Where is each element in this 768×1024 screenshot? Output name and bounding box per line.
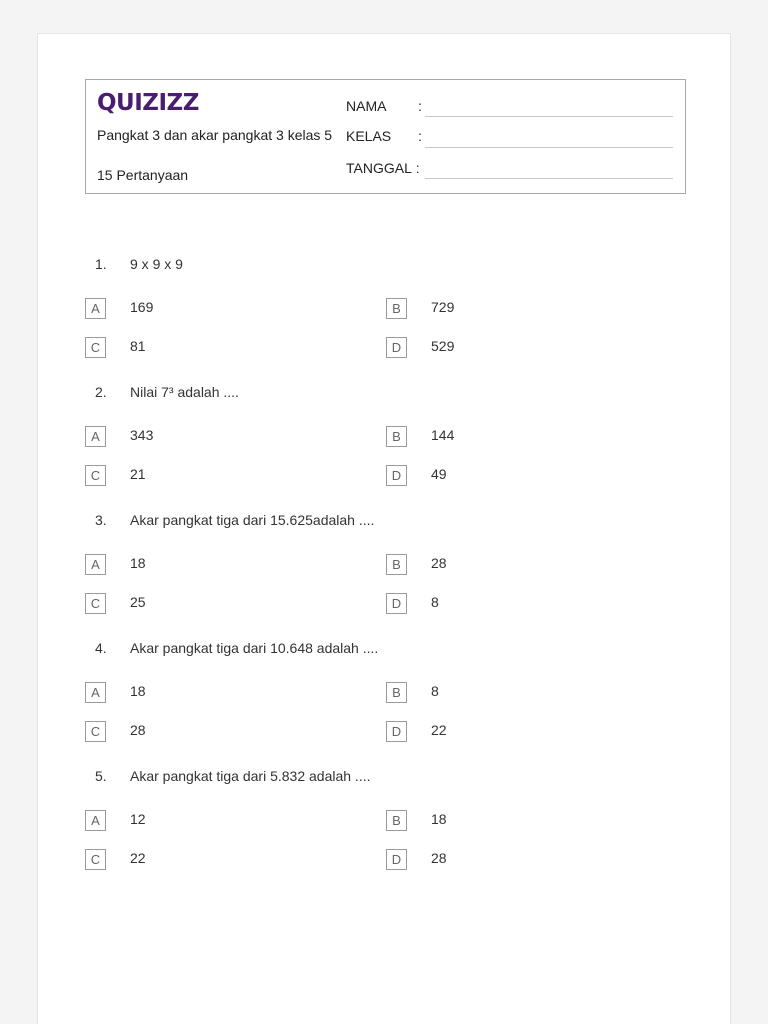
- option-letter-box[interactable]: D: [386, 465, 407, 486]
- option-text: 18: [431, 811, 447, 827]
- option-text: 8: [431, 683, 439, 699]
- name-label: NAMA: [346, 98, 387, 114]
- option-letter-box[interactable]: B: [386, 810, 407, 831]
- name-colon: :: [418, 98, 422, 114]
- question-number: 1.: [95, 256, 107, 272]
- date-field: [346, 160, 420, 176]
- option-text: 169: [130, 299, 154, 315]
- option-letter-box[interactable]: A: [85, 426, 106, 447]
- option-text: 144: [431, 427, 455, 443]
- name-line[interactable]: [425, 116, 673, 117]
- option-letter-box[interactable]: B: [386, 554, 407, 575]
- option-text: 21: [130, 466, 146, 482]
- option-text: 28: [431, 850, 447, 866]
- option-letter-box[interactable]: D: [386, 593, 407, 614]
- option-letter-box[interactable]: D: [386, 337, 407, 358]
- option-text: 8: [431, 594, 439, 610]
- option-text: 28: [130, 722, 146, 738]
- option-text: 22: [431, 722, 447, 738]
- question-5: [95, 768, 371, 784]
- class-colon: :: [418, 128, 422, 144]
- option-text: 28: [431, 555, 447, 571]
- question-number: 5.: [95, 768, 107, 784]
- option-text: 529: [431, 338, 455, 354]
- option-text: 18: [130, 683, 146, 699]
- question-text: Akar pangkat tiga dari 15.625adalah ....: [130, 512, 375, 528]
- question-4: [95, 640, 378, 656]
- option-letter-box[interactable]: C: [85, 465, 106, 486]
- quiz-title: Pangkat 3 dan akar pangkat 3 kelas 5: [97, 127, 333, 143]
- option-letter-box[interactable]: C: [85, 721, 106, 742]
- option-letter-box[interactable]: A: [85, 810, 106, 831]
- option-letter-box[interactable]: C: [85, 337, 106, 358]
- name-field: [346, 98, 422, 114]
- option-letter-box[interactable]: D: [386, 849, 407, 870]
- quizizz-logo: QUIZIZZ: [97, 90, 199, 116]
- option-letter-box[interactable]: A: [85, 682, 106, 703]
- question-text: 9 x 9 x 9: [130, 256, 183, 272]
- question-2: [95, 384, 239, 400]
- option-text: 22: [130, 850, 146, 866]
- option-letter-box[interactable]: A: [85, 298, 106, 319]
- date-colon: :: [415, 160, 420, 176]
- option-text: 18: [130, 555, 146, 571]
- option-text: 49: [431, 466, 447, 482]
- question-number: 2.: [95, 384, 107, 400]
- option-letter-box[interactable]: B: [386, 682, 407, 703]
- worksheet-page: [37, 33, 731, 1024]
- question-text: Akar pangkat tiga dari 10.648 adalah ....: [130, 640, 379, 656]
- question-number: 3.: [95, 512, 107, 528]
- question-1: [95, 256, 183, 272]
- option-text: 729: [431, 299, 455, 315]
- option-text: 25: [130, 594, 146, 610]
- question-text: Nilai 7³ adalah ....: [130, 384, 239, 400]
- question-number: 4.: [95, 640, 107, 656]
- option-text: 343: [130, 427, 154, 443]
- date-label: TANGGAL: [346, 160, 412, 176]
- option-text: 81: [130, 338, 146, 354]
- option-letter-box[interactable]: B: [386, 298, 407, 319]
- option-letter-box[interactable]: B: [386, 426, 407, 447]
- header-box: [85, 79, 686, 194]
- question-text: Akar pangkat tiga dari 5.832 adalah ....: [130, 768, 371, 784]
- option-letter-box[interactable]: C: [85, 849, 106, 870]
- option-text: 12: [130, 811, 146, 827]
- class-line[interactable]: [425, 147, 673, 148]
- date-line[interactable]: [425, 178, 673, 179]
- option-letter-box[interactable]: A: [85, 554, 106, 575]
- option-letter-box[interactable]: D: [386, 721, 407, 742]
- question-3: [95, 512, 374, 528]
- class-field: [346, 128, 422, 144]
- question-count: 15 Pertanyaan: [97, 167, 189, 183]
- option-letter-box[interactable]: C: [85, 593, 106, 614]
- class-label: KELAS: [346, 128, 392, 144]
